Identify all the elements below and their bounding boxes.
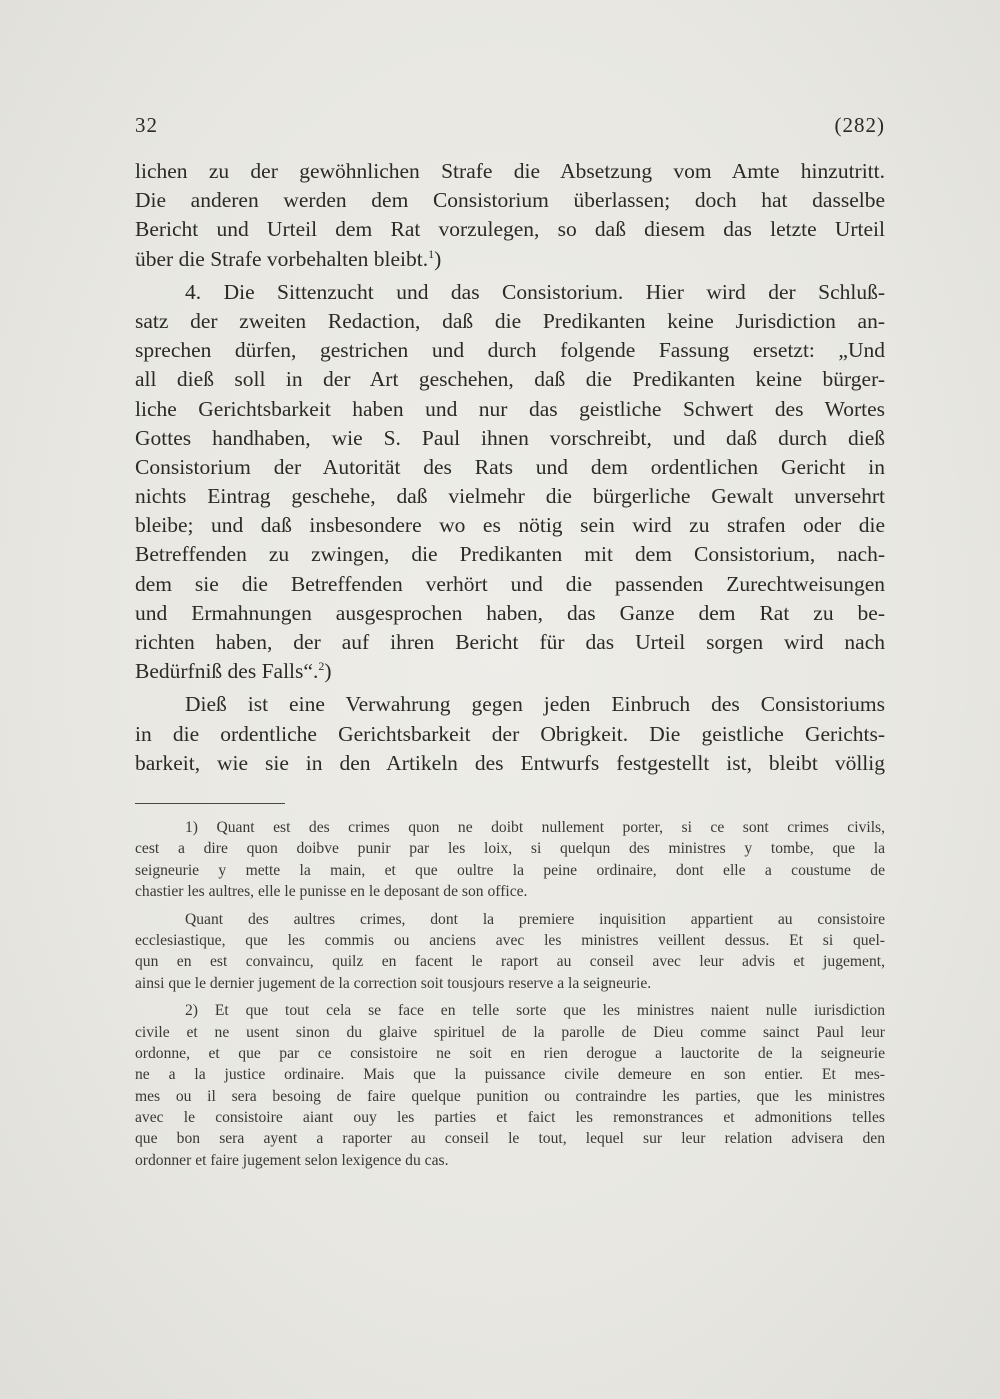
text-line-content: Bedürfniß des Falls“. (135, 659, 319, 684)
text-line-content: satz der zweiten Redaction, daß die Predikanten keine Jurisdiction an- (135, 308, 885, 333)
footnote-marker-paren: ) (324, 659, 332, 684)
text-line (135, 215, 885, 244)
text-line-content: richten haben, der auf ihren Bericht für das Urteil sorgen wird nach (135, 630, 885, 654)
footnote-line: ainsi que le dernier jugement de la correction soit tousjours reserve a la seigneurie. (135, 974, 652, 992)
text-line (135, 307, 885, 336)
text-line-content: sprechen dürfen, gestrichen und durch folgende Fassung ersetzt: „Und (135, 338, 885, 363)
footnote-line: cest a dire quon doibve punir par les loix, si quelqun des ministres y tombe, que la (135, 840, 885, 858)
text-line-content: 4. Die Sittenzucht und das Consistorium. Hier wird der Schluß- (185, 279, 885, 304)
text-line (135, 365, 885, 394)
footnote-line: civile et ne usent sinon du glaive spirituel de la parolle de Dieu comme sainct Paul leur (135, 1023, 885, 1041)
text-line-content: Bericht und Urteil dem Rat vorzulegen, so daß diesem das letzte Urteil (135, 217, 885, 242)
page-number: 32 (135, 113, 158, 137)
text-line-content: lichen zu der gewöhnlichen Strafe die Absetzung vom Amte hinzutritt. (135, 159, 885, 183)
text-line-content: Dieß ist eine Verwahrung gegen jeden Einbruch des Consistoriums (185, 692, 885, 717)
footnote-marker: 1 (428, 246, 435, 261)
footnote-line: ne a la justice ordinaire. Mais que la puissance civile demeure en son entier. Et mes- (135, 1066, 885, 1084)
text-line-content: liche Gerichtsbarkeit haben und nur das geistliche Schwert des Wortes (135, 396, 885, 421)
footnote-line: que bon sera ayent a raporter au conseil le tout, lequel sur leur relation advisera den (135, 1130, 885, 1148)
footnote-line: ecclesiastique, que les commis ou anciens avec les ministres veillent dessus. Et si quel- (135, 931, 885, 949)
text-line (135, 690, 885, 719)
footnote-line: seigneurie y mette la main, et que oultre la peine ordinaire, dont elle a coustume de (135, 861, 885, 879)
text-line-content: und Ermahnungen ausgesprochen haben, das Ganze dem Rat zu be- (135, 600, 885, 625)
text-line (135, 245, 885, 274)
text-line (135, 657, 885, 686)
footnote-line: ordonne, et que par ce consistoire ne soit en rien derogue a lauctorite de la seigneurie (135, 1044, 885, 1062)
text-line-content: nichts Eintrag geschehe, daß vielmehr die bürgerliche Gewalt unversehrt (135, 484, 885, 509)
footnote-line: avec le consistoire aiant ouy les parties et faict les remonstrances et admonitions telles (135, 1109, 885, 1127)
footnote-line: Quant des aultres crimes, dont la premiere inquisition appartient au consistoire (185, 910, 885, 928)
text-line-content: Gottes handhaben, wie S. Paul ihnen vorschreibt, und daß durch dieß (135, 425, 885, 450)
text-line (135, 424, 885, 453)
text-line (135, 511, 885, 540)
text-line (135, 482, 885, 511)
text-line (135, 749, 885, 778)
original-page-number: (282) (834, 113, 885, 137)
text-line (135, 336, 885, 365)
footnote-line: chastier les aultres, elle le punisse en le deposant de son office. (135, 883, 528, 901)
text-line-content: Betreffenden zu zwingen, die Predikanten mit dem Consistorium, nach- (135, 542, 885, 567)
footnotes (135, 817, 885, 1171)
text-line (135, 540, 885, 569)
text-line-content: Consistorium der Autorität des Rats und dem ordentlichen Gericht in (135, 454, 885, 479)
text-line-content: über die Strafe vorbehalten bleibt. (135, 246, 429, 271)
main-text (135, 157, 885, 778)
text-line-content: bleibe; und daß insbesondere wo es nötig sein wird zu strafen oder die (135, 513, 885, 538)
text-line (135, 453, 885, 482)
text-line-content: in die ordentliche Gerichtsbarkeit der Obrigkeit. Die geistliche Gerichts- (135, 721, 885, 746)
page-header (135, 113, 885, 141)
text-line-content: Die anderen werden dem Consistorium überlassen; doch hat dasselbe (135, 188, 885, 213)
text-line-content: all dieß soll in der Art geschehen, daß die Predikanten keine bürger- (135, 367, 885, 392)
footnote-marker: 2 (318, 659, 325, 674)
text-line (135, 720, 885, 749)
footnote-line: 2) Et que tout cela se face en telle sorte que les ministres naient nulle iurisdiction (185, 1002, 885, 1020)
footnote-line: mes ou il sera besoing de faire quelque punition ou contraindre les parties, que les ministres (135, 1087, 885, 1105)
text-line-content: dem sie die Betreffenden verhört und die passenden Zurechtweisungen (135, 571, 885, 596)
text-line-content: barkeit, wie sie in den Artikeln des Entwurfs festgestellt ist, bleibt völlig (135, 750, 885, 775)
footnote-line: qun en est convaincu, quilz en facent le raport au conseil avec leur advis et jugement, (135, 953, 885, 971)
text-line (135, 278, 885, 307)
footnote-line: 1) Quant est des crimes quon ne doibt nullement porter, si ce sont crimes civils, (185, 819, 885, 836)
footnote-line: ordonner et faire jugement selon lexigence du cas. (135, 1151, 449, 1169)
text-line (135, 157, 885, 186)
text-line (135, 395, 885, 424)
text-line (135, 628, 885, 657)
text-line (135, 599, 885, 628)
text-line (135, 186, 885, 215)
footnote-separator (135, 803, 285, 804)
text-line (135, 570, 885, 599)
footnote-marker-paren: ) (434, 246, 442, 271)
